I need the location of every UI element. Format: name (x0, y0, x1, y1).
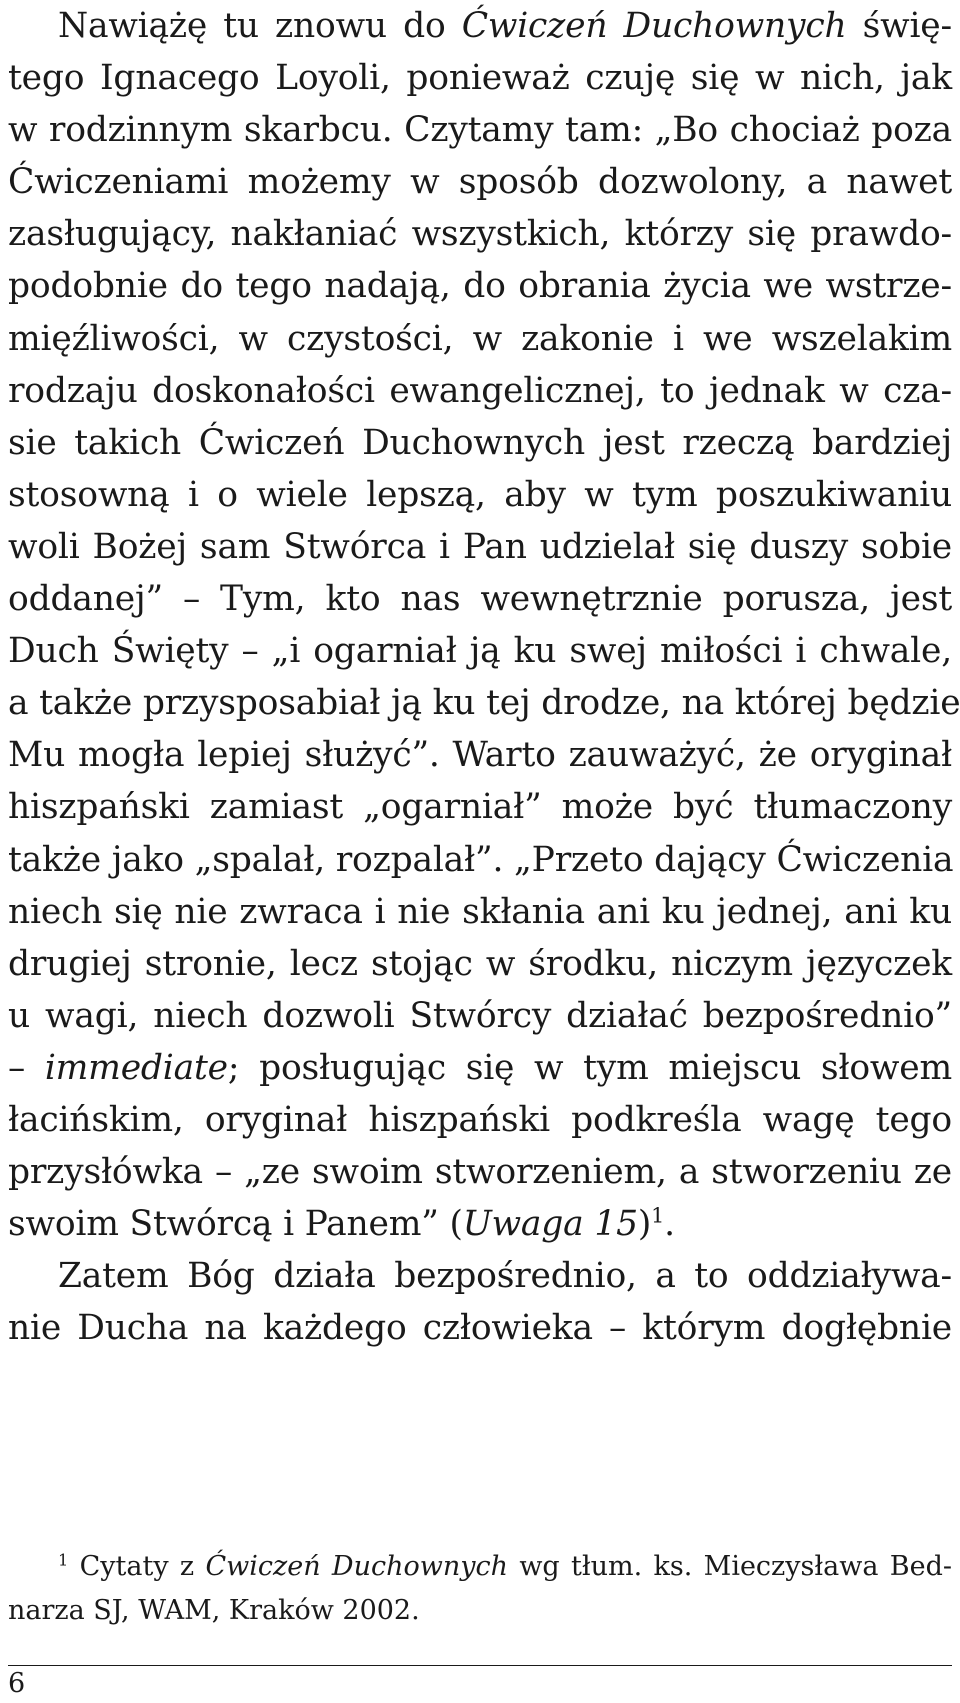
paragraph-1-line-6: podobnie do tego nadają, do obrania życia we wstrze- (8, 266, 952, 307)
footnote-marker: 1 (58, 1550, 69, 1570)
paragraph-1-line-11: woli Bożej sam Stwórca i Pan udzielał się duszy sobie (8, 526, 952, 567)
text-run: ) (637, 1204, 652, 1245)
paragraph-1-line-15: Mu mogła lepiej służyć”. Warto zauważyć, że oryginał (8, 735, 952, 776)
paragraph-1-line-23: przysłówka – „ze swoim stworzeniem, a stworzeniu ze (8, 1152, 952, 1193)
paragraph-1-line-7: mięźliwości, w czystości, w zakonie i we wszelakim (8, 318, 952, 359)
paragraph-1-line-16: hiszpański zamiast „ogarniał” może być tłumaczony (8, 787, 952, 828)
footnote-line-2: narza SJ, WAM, Kraków 2002. (8, 1595, 420, 1626)
text-run: wg tłum. ks. Mieczysława Bed- (508, 1551, 952, 1582)
text-run: Nawiążę tu znowu do (58, 6, 462, 46)
text-run: – (8, 1047, 45, 1088)
paragraph-1-line-24 (8, 1198, 952, 1250)
paragraph-1-line-4: Ćwiczeniami możemy w sposób dozwolony, a nawet (8, 162, 952, 203)
paragraph-1-line-10: stosowną i o wiele lepszą, aby w tym poszukiwaniu (8, 474, 952, 515)
paragraph-1-line-17: także jako „spalał, rozpalał”. „Przeto dający Ćwiczenia (8, 839, 954, 880)
book-title: Ćwiczeń Duchownych (205, 1551, 508, 1582)
paragraph-1-line-13: Duch Święty – „i ogarniał ją ku swej miłości i chwale, (8, 631, 952, 672)
paragraph-1-line-22: łacińskim, oryginał hiszpański podkreśla wagę tego (8, 1099, 952, 1140)
text-run: . (664, 1204, 675, 1245)
paragraph-1-line-5: zasługujący, nakłaniać wszystkich, którzy się prawdo- (8, 214, 952, 255)
citation-reference: Uwaga 15 (462, 1204, 638, 1245)
paragraph-1-line-8: rodzaju doskonałości ewangelicznej, to jednak w cza- (8, 370, 952, 411)
paragraph-1-line-9: sie takich Ćwiczeń Duchownych jest rzeczą bardziej (8, 422, 952, 463)
paragraph-1-line-12: oddanej” – Tym, kto nas wewnętrznie porusza, jest (8, 579, 952, 620)
text-run: Cytaty z (68, 1551, 206, 1582)
paragraph-1-line-14: a także przysposabiał ją ku tej drodze, na której będzie (8, 683, 960, 724)
paragraph-1-line-20: u wagi, niech dozwoli Stwórcy działać bezpośrednio” (8, 995, 952, 1036)
paragraph-1-line-19: drugiej stronie, lecz stojąc w środku, niczym języczek (8, 943, 952, 984)
paragraph-1-line-2: tego Ignacego Loyoli, ponieważ czuję się w nich, jak (8, 58, 952, 99)
paragraph-1-line-21 (8, 1042, 952, 1094)
body-text (8, 0, 960, 1354)
paragraph-1-line-1 (8, 0, 952, 52)
paragraph-2-line-2: nie Ducha na każdego człowieka – którym dogłębnie (8, 1308, 952, 1349)
text-run: świę- (846, 6, 952, 46)
footnote (8, 1545, 952, 1633)
paragraph-2-line-1: Zatem Bóg działa bezpośrednio, a to oddziaływa- (58, 1256, 952, 1297)
paragraph-1-line-18: niech się nie zwraca i nie skłania ani ku jednej, ani ku (8, 891, 952, 932)
page-number: 6 (8, 1668, 26, 1699)
footer-rule (8, 1665, 952, 1666)
book-page (8, 0, 960, 1703)
book-title: Ćwiczeń Duchownych (461, 6, 847, 46)
text-run: ; posługując się w tym miejscu słowem (227, 1047, 952, 1088)
footnote-line-1 (8, 1545, 952, 1589)
paragraph-1-line-3: w rodzinnym skarbcu. Czytamy tam: „Bo chociaż poza (8, 110, 952, 151)
footnote-reference[interactable]: 1 (651, 1203, 665, 1228)
text-run: swoim Stwórcą i Panem” ( (8, 1204, 463, 1245)
latin-word: immediate (44, 1047, 228, 1088)
